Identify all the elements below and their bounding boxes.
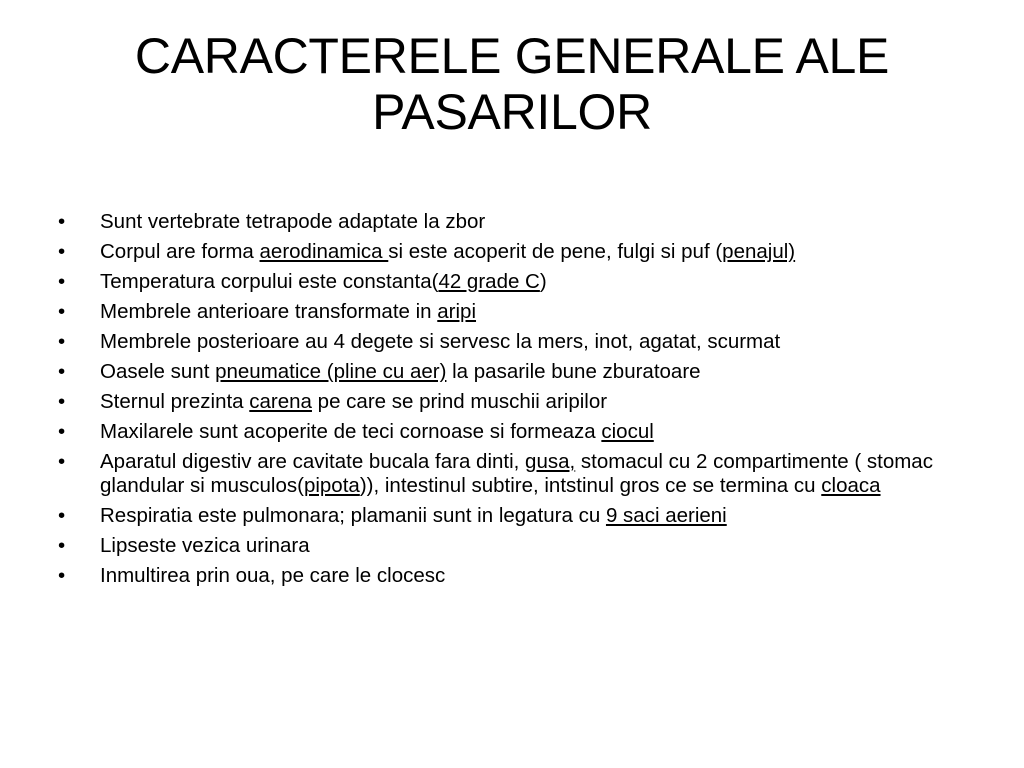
bullet-item xyxy=(58,300,978,324)
slide-title: CARACTERELE GENERALE ALE PASARILOR xyxy=(134,28,890,140)
underlined-term: pipota xyxy=(303,474,360,497)
bullet-text: Lipseste vezica urinara xyxy=(100,534,310,557)
bullet-item xyxy=(58,390,978,414)
bullet-item xyxy=(58,420,978,444)
bullet-item xyxy=(58,450,978,498)
bullet-text: Membrele anterioare transformate in xyxy=(100,300,438,323)
bullet-text: stomacul cu 2 compartimente ( stomac glandular si musculos( xyxy=(100,450,933,497)
bullet-item xyxy=(58,534,978,558)
underlined-term: cloaca xyxy=(821,474,881,497)
bullet-list xyxy=(58,210,978,594)
bullet-marker: • xyxy=(58,270,66,293)
bullet-item xyxy=(58,360,978,384)
bullet-item xyxy=(58,210,978,234)
bullet-text: pe care se prind muschii aripilor xyxy=(311,390,608,413)
bullet-marker: • xyxy=(58,330,66,353)
underlined-term: aerodinamica xyxy=(259,240,389,263)
underlined-term: 42 grade C xyxy=(438,270,540,293)
underlined-term: 9 saci aerieni xyxy=(605,504,727,527)
bullet-marker: • xyxy=(58,564,66,587)
bullet-text: la pasarile bune zburatoare xyxy=(446,360,701,383)
bullet-marker: • xyxy=(58,360,66,383)
bullet-text: Sunt vertebrate tetrapode adaptate la zbor xyxy=(100,210,486,233)
bullet-marker: • xyxy=(58,390,66,413)
bullet-marker: • xyxy=(58,450,66,473)
bullet-marker: • xyxy=(58,240,66,263)
bullet-text: Maxilarele sunt acoperite de teci cornoase si formeaza xyxy=(100,420,602,443)
bullet-marker: • xyxy=(58,420,66,443)
bullet-text: ) xyxy=(539,270,547,293)
bullet-item xyxy=(58,504,978,528)
bullet-item xyxy=(58,564,978,588)
underlined-term: aripi xyxy=(437,300,477,323)
underlined-term: carena xyxy=(249,390,312,413)
bullet-text: Respiratia este pulmonara; plamanii sunt in legatura cu xyxy=(100,504,606,527)
underlined-term: penajul) xyxy=(722,240,796,263)
bullet-marker: • xyxy=(58,534,66,557)
underlined-term: pneumatice (pline cu aer) xyxy=(215,360,447,383)
underlined-term: ciocul xyxy=(601,420,654,443)
bullet-text: Sternul prezinta xyxy=(100,390,250,413)
bullet-text: Temperatura corpului este constanta( xyxy=(100,270,439,293)
bullet-marker: • xyxy=(58,504,66,527)
bullet-text: Oasele sunt xyxy=(100,360,216,383)
bullet-text: )), intestinul subtire, intstinul gros ce se termina cu xyxy=(359,474,822,497)
bullet-text: Aparatul digestiv are cavitate bucala fara dinti, xyxy=(100,450,526,473)
underlined-term: gusa, xyxy=(525,450,576,473)
bullet-text: Corpul are forma xyxy=(100,240,260,263)
bullet-text: Inmultirea prin oua, pe care le clocesc xyxy=(100,564,446,587)
bullet-item xyxy=(58,240,978,264)
bullet-item xyxy=(58,330,978,354)
bullet-text: Membrele posterioare au 4 degete si servesc la mers, inot, agatat, scurmat xyxy=(100,330,781,353)
bullet-item xyxy=(58,270,978,294)
bullet-text: si este acoperit de pene, fulgi si puf ( xyxy=(388,240,723,263)
bullet-marker: • xyxy=(58,300,66,323)
bullet-marker: • xyxy=(58,210,66,233)
